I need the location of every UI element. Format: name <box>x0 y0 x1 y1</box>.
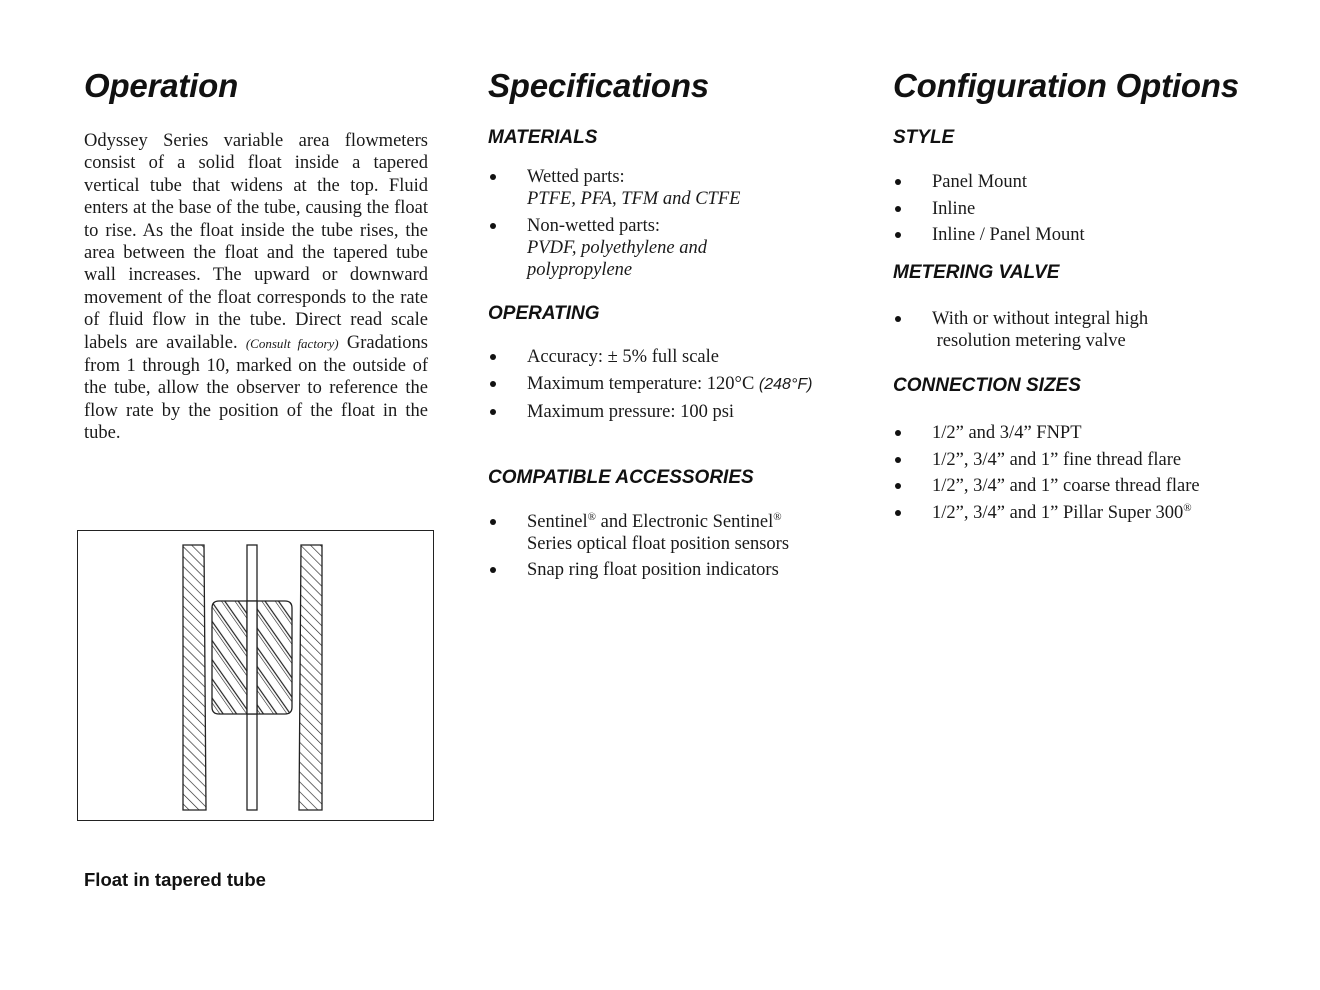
operation-text-part2: Gradations from 1 through 10, marked on the outside of the tube, allow the observer to reference the flow rate by the position of the float in the tube. <box>84 332 429 444</box>
float-diagram <box>77 530 434 821</box>
list-item: Inline / Panel Mount <box>893 224 1293 246</box>
list-item: Accuracy: ± 5% full scale <box>488 346 878 368</box>
configuration-column <box>893 62 1293 524</box>
float-in-tube-illustration <box>78 531 435 822</box>
materials-list <box>488 166 878 281</box>
connection-sizes-list <box>893 422 1293 524</box>
style-heading: STYLE <box>893 127 955 148</box>
accessories-heading: COMPATIBLE ACCESSORIES <box>488 467 754 488</box>
list-item: 1/2”, 3/4” and 1” coarse thread flare <box>893 475 1293 497</box>
specifications-title: Specifications <box>488 67 709 104</box>
list-item: Sentinel® and Electronic Sentinel® Series optical float position sensors <box>488 511 878 555</box>
list-item: Inline <box>893 198 1293 220</box>
operation-paragraph <box>84 130 428 445</box>
list-item: Maximum pressure: 100 psi <box>488 401 878 423</box>
list-item: 1/2”, 3/4” and 1” Pillar Super 300® <box>893 502 1293 524</box>
metering-valve-list <box>893 308 1293 352</box>
materials-heading: MATERIALS <box>488 127 598 148</box>
operating-heading: OPERATING <box>488 303 600 324</box>
list-item: Maximum temperature: 120°C (248°F) <box>488 373 878 396</box>
accessories-list <box>488 511 878 581</box>
list-item: Snap ring float position indicators <box>488 559 878 581</box>
style-list <box>893 171 1293 246</box>
operation-column <box>84 62 428 445</box>
operation-title: Operation <box>84 67 239 104</box>
wetted-parts-value: PTFE, PFA, TFM and CTFE <box>527 189 741 209</box>
list-item: 1/2”, 3/4” and 1” fine thread flare <box>893 449 1293 471</box>
list-item: Panel Mount <box>893 171 1293 193</box>
consult-factory-note: (Consult factory) <box>245 335 339 351</box>
right-tube-wall <box>299 545 322 810</box>
non-wetted-parts-value: PVDF, polyethylene and <box>527 238 707 258</box>
metering-valve-heading: METERING VALVE <box>893 262 1060 283</box>
operating-list <box>488 346 878 423</box>
list-item: Non-wetted parts: PVDF, polyethylene and polypropylene <box>488 215 878 281</box>
list-item: With or without integral high resolution metering valve <box>893 308 1293 352</box>
specifications-column <box>488 62 878 581</box>
operation-text-part1: Odyssey Series variable area flowmeters consist of a solid float inside a tapered vertical tube that widens at the top. Fluid enters at the base of the tube, causing the float to rise. As the float inside the tube rises, the area between the float and the tapered tube wall increases. The upward or downward movement of the float corresponds to the rate of fluid flow in the tube. Direct read scale labels are available. <box>84 131 428 353</box>
connection-sizes-heading: CONNECTION SIZES <box>893 375 1081 396</box>
left-tube-wall <box>183 545 206 810</box>
configuration-title: Configuration Options <box>893 67 1239 104</box>
list-item: Wetted parts: PTFE, PFA, TFM and CTFE <box>488 166 878 210</box>
list-item: 1/2” and 3/4” FNPT <box>893 422 1293 444</box>
temp-fahrenheit: (248°F) <box>758 376 813 393</box>
figure-caption: Float in tapered tube <box>84 869 266 890</box>
